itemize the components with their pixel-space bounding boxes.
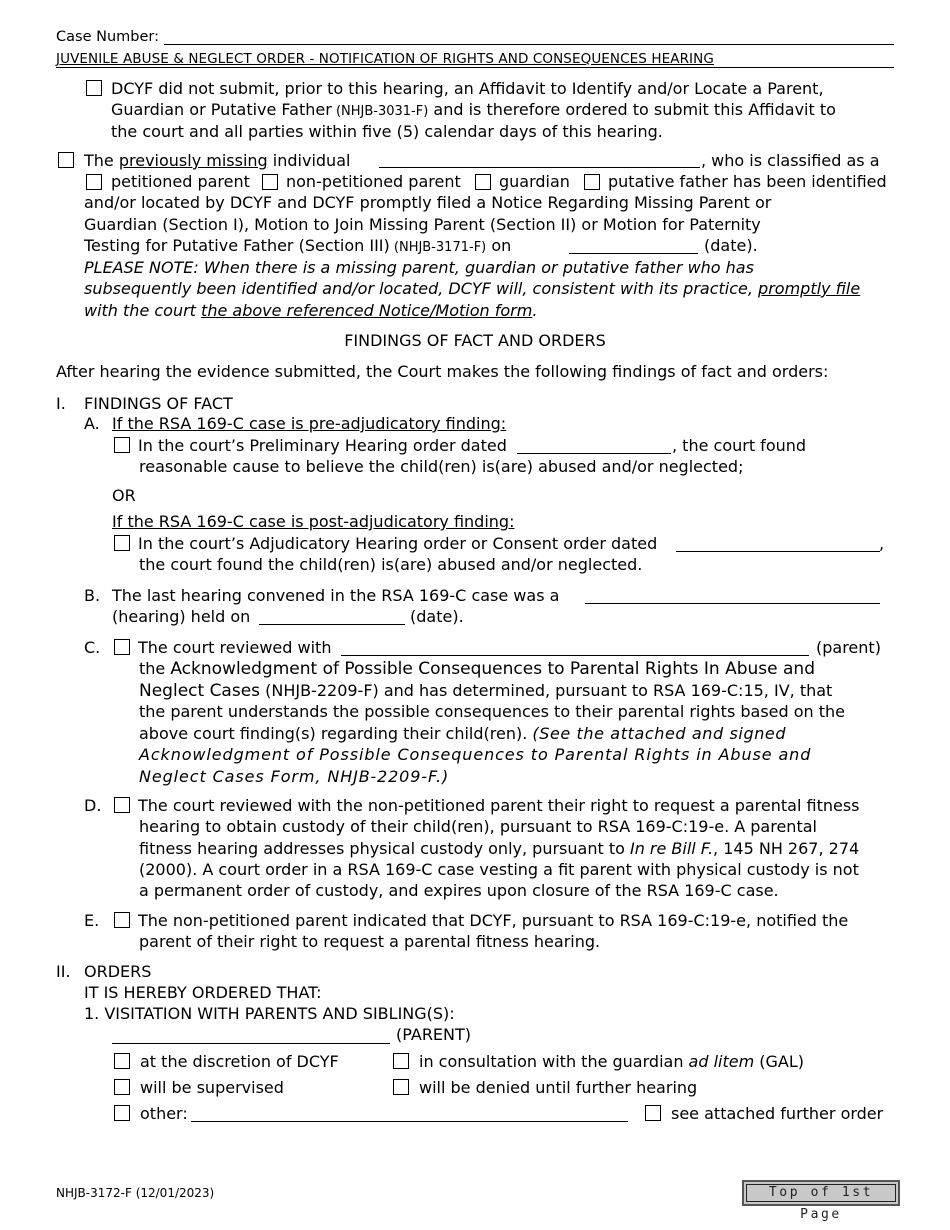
putative-father-label: putative father has been identified <box>608 172 887 191</box>
item-e-line-1: The non-petitioned parent indicated that DCYF, pursuant to RSA 169-C:19-e, notified the <box>138 911 849 930</box>
non-petitioned-parent-checkbox[interactable] <box>262 174 278 190</box>
hearing-date-field[interactable] <box>259 624 405 625</box>
missing-individual-checkbox[interactable] <box>58 152 74 168</box>
post-line-1: In the court’s Adjudicatory Hearing order or Consent order dated <box>138 534 658 553</box>
petitioned-parent-checkbox[interactable] <box>86 174 102 190</box>
item-c-line-2: the Acknowledgment of Possible Consequences to Parental Rights In Abuse and <box>139 659 815 679</box>
gal-consultation-label: in consultation with the guardian ad litem (GAL) <box>419 1052 805 1071</box>
item-b-line-2: (hearing) held on <box>112 607 251 626</box>
putative-father-checkbox[interactable] <box>584 174 600 190</box>
missing-individual-name-field[interactable] <box>379 167 700 168</box>
or-label: OR <box>112 486 136 505</box>
item-b-line-2-end: (date). <box>410 607 464 626</box>
non-petitioned-parent-label: non-petitioned parent <box>286 172 461 191</box>
missing-line-5: Testing for Putative Father (Section III) (NHJB-3171-F) on <box>84 236 512 255</box>
section-2-number: II. <box>56 962 71 981</box>
affidavit-line-3: the court and all parties within five (5) calendar days of this hearing. <box>111 122 663 141</box>
item-b-line-1: The last hearing convened in the RSA 169-C case was a <box>112 586 560 605</box>
item-d-line-2: hearing to obtain custody of their child(ren), pursuant to RSA 169-C:19-e. A parental <box>139 817 817 836</box>
adjudicatory-hearing-date-field[interactable] <box>676 551 880 552</box>
item-c-checkbox[interactable] <box>114 639 130 655</box>
post-line-2: the court found the child(ren) is(are) abused and/or neglected. <box>139 555 643 574</box>
item-c-line-4: the parent understands the possible consequences to their parental rights based on the <box>139 702 846 721</box>
pre-adjudicatory-heading: If the RSA 169-C case is pre-adjudicatory finding: <box>112 414 507 433</box>
item-c-line-1-end: (parent) <box>816 638 881 657</box>
note-line-3: with the court the above referenced Notice/Motion form. <box>84 301 538 320</box>
adjudicatory-hearing-checkbox[interactable] <box>114 535 130 551</box>
hearing-type-field[interactable] <box>585 603 880 604</box>
guardian-checkbox[interactable] <box>475 174 491 190</box>
item-d-letter: D. <box>84 796 102 815</box>
affidavit-line-1: DCYF did not submit, prior to this hearing, an Affidavit to Identify and/or Locate a Parent, <box>111 79 824 98</box>
item-d-line-1: The court reviewed with the non-petitioned parent their right to request a parental fitness <box>138 796 860 815</box>
supervised-label: will be supervised <box>140 1078 284 1097</box>
ordered-text: IT IS HEREBY ORDERED THAT: <box>84 983 322 1002</box>
pre-line-1: In the court’s Preliminary Hearing order dated <box>138 436 507 455</box>
item-d-checkbox[interactable] <box>114 797 130 813</box>
item-c-line-3: Neglect Cases (NHJB-2209-F) and has determined, pursuant to RSA 169-C:15, IV, that <box>139 681 833 701</box>
top-of-first-page-button[interactable]: Top of 1st Page <box>742 1180 900 1206</box>
item-c-letter: C. <box>84 638 101 657</box>
note-line-1: PLEASE NOTE: When there is a missing parent, guardian or putative father who has <box>84 258 754 277</box>
item-d-line-3: fitness hearing addresses physical custody only, pursuant to In re Bill F., 145 NH 267, 274 <box>139 839 860 858</box>
case-number-label: Case Number: <box>56 29 159 45</box>
post-line-1-comma: , <box>879 534 885 553</box>
findings-heading: FINDINGS OF FACT AND ORDERS <box>344 331 606 350</box>
pre-line-2: reasonable cause to believe the child(ren) is(are) abused and/or neglected; <box>139 457 744 476</box>
petitioned-parent-label: petitioned parent <box>111 172 250 191</box>
item-e-checkbox[interactable] <box>114 912 130 928</box>
item-c-line-6: Acknowledgment of Possible Consequences to Parental Rights in Abuse and <box>139 745 812 764</box>
see-attached-label: see attached further order <box>671 1104 884 1123</box>
other-label: other: <box>140 1104 188 1123</box>
missing-line-3: and/or located by DCYF and DCYF promptly filed a Notice Regarding Missing Parent or <box>84 193 772 212</box>
item-c-line-7: Neglect Cases Form, NHJB-2209-F.) <box>139 767 450 786</box>
case-number-field[interactable] <box>164 44 894 45</box>
dcyf-discretion-label: at the discretion of DCYF <box>140 1052 339 1071</box>
missing-line-1-end: , who is classified as a <box>701 151 880 170</box>
supervised-checkbox[interactable] <box>114 1079 130 1095</box>
item-c-line-1: The court reviewed with <box>138 638 332 657</box>
visitation-parent-field[interactable] <box>112 1043 390 1044</box>
item-d-line-5: a permanent order of custody, and expires upon closure of the RSA 169-C case. <box>139 881 779 900</box>
affidavit-checkbox[interactable] <box>86 80 102 96</box>
dcyf-discretion-checkbox[interactable] <box>114 1053 130 1069</box>
denied-label: will be denied until further hearing <box>419 1078 698 1097</box>
intro-text: After hearing the evidence submitted, the Court makes the following findings of fact and orders: <box>56 362 829 381</box>
parent-reviewed-field[interactable] <box>341 655 809 656</box>
title-rule <box>56 67 894 68</box>
item-b-letter: B. <box>84 586 101 605</box>
item-e-line-2: parent of their right to request a parental fitness hearing. <box>139 932 601 951</box>
parent-label: (PARENT) <box>396 1025 472 1044</box>
other-field[interactable] <box>191 1121 628 1122</box>
filing-date-field[interactable] <box>569 253 698 254</box>
missing-line-1: The previously missing individual <box>84 151 351 170</box>
section-1-number: I. <box>56 394 66 413</box>
section-1-title: FINDINGS OF FACT <box>84 394 233 413</box>
see-attached-checkbox[interactable] <box>645 1105 661 1121</box>
form-id: NHJB-3172-F (12/01/2023) <box>56 1186 215 1200</box>
other-checkbox[interactable] <box>114 1105 130 1121</box>
note-line-2: subsequently been identified and/or located, DCYF will, consistent with its practice, promptly file <box>84 279 861 298</box>
item-e-letter: E. <box>84 911 100 930</box>
pre-line-1-end: , the court found <box>672 436 807 455</box>
item-a-letter: A. <box>84 414 100 433</box>
section-2-title: ORDERS <box>84 962 152 981</box>
form-title: JUVENILE ABUSE & NEGLECT ORDER - NOTIFICATION OF RIGHTS AND CONSEQUENCES HEARING <box>56 51 714 67</box>
missing-line-4: Guardian (Section I), Motion to Join Missing Parent (Section II) or Motion for Paternity <box>84 215 761 234</box>
guardian-label: guardian <box>499 172 570 191</box>
denied-checkbox[interactable] <box>393 1079 409 1095</box>
item-d-line-4: (2000). A court order in a RSA 169-C case vesting a fit parent with physical custody is not <box>139 860 859 879</box>
missing-line-5-end: (date). <box>704 236 758 255</box>
preliminary-hearing-date-field[interactable] <box>517 453 671 454</box>
visitation-heading: 1. VISITATION WITH PARENTS AND SIBLING(S): <box>84 1004 455 1023</box>
post-adjudicatory-heading: If the RSA 169-C case is post-adjudicatory finding: <box>112 512 515 531</box>
item-c-line-5: above court finding(s) regarding their child(ren). (See the attached and signed <box>139 724 787 743</box>
gal-consultation-checkbox[interactable] <box>393 1053 409 1069</box>
affidavit-line-2: Guardian or Putative Father (NHJB-3031-F) and is therefore ordered to submit this Affidavit to <box>111 100 836 119</box>
preliminary-hearing-checkbox[interactable] <box>114 437 130 453</box>
